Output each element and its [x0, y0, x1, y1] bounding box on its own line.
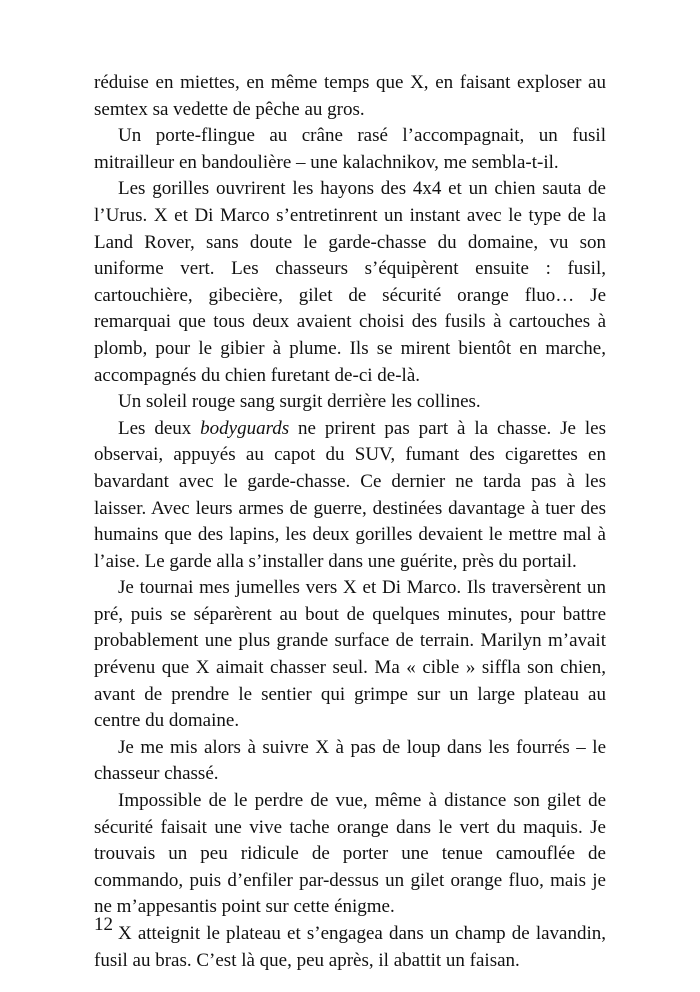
paragraph-5-before: Les deux [118, 417, 201, 439]
paragraph-3: Les gorilles ouvrirent les hayons des 4x4 et un chien sauta de l’Urus. X et Di Marco s’entretinrent un instant avec le type de la Land Rover, sans doute le garde-chasse du domaine, vu son uniforme vert. Les chasseurs s’équipèrent ensuite : fusil, cartouchière, gibecière, gilet de sécurité orange fluo… Je remarquai que tous deux avaient choisi des fusils à cartouches à plomb, pour le gibier à plume. Ils se mirent bientôt en marche, accompagnés du chien furetant de-ci de-là. [94, 178, 606, 386]
paragraph-6: Je tournai mes jumelles vers X et Di Marco. Ils traversèrent un pré, puis se séparèrent au bout de quelques minutes, pour battre probablement une plus grande surface de terrain. Marilyn m’avait prévenu que X aimait chasser seul. Ma « cible » siffla son chien, avant de prendre le sentier qui grimpe sur un large plateau au centre du domaine. [94, 577, 606, 732]
paragraph-4: Un soleil rouge sang surgit derrière les collines. [118, 391, 481, 413]
paragraph-5-emphasis: bodyguards [200, 417, 290, 439]
paragraph-2: Un porte-flingue au crâne rasé l’accompagnait, un fusil mitrailleur en bandoulière – une kalachnikov, me sembla-t-il. [94, 125, 606, 173]
paragraph-8: Impossible de le perdre de vue, même à distance son gilet de sécurité faisait une vive tache orange dans le vert du maquis. Je trouvais un peu ridicule de porter une tenue camouflée de commando, puis d’enfiler par-dessus un gilet orange fluo, mais je ne m’appesantis point sur cette énigme. [94, 790, 606, 918]
paragraph-7: Je me mis alors à suivre X à pas de loup dans les fourrés – le chasseur chassé. [94, 736, 606, 785]
body-text [94, 70, 606, 974]
paragraph-9: X atteignit le plateau et s’engagea dans un champ de lavandin, fusil au bras. C’est là que, peu après, il abattit un faisan. [94, 923, 606, 971]
page-number: 12 [94, 914, 113, 935]
paragraph-5-after: ne prirent pas part à la chasse. Je les observai, appuyés au capot du SUV, fumant des cigarettes en bavardant avec le garde-chasse. Ce dernier ne tarda pas à les laisser. Avec leurs armes de guerre, destinées davantage à tuer des humains que des lapins, les deux gorilles devaient le mettre mal à l’aise. Le garde alla s’installer dans une guérite, près du portail. [94, 417, 606, 572]
paragraph-1: réduise en miettes, en même temps que X, en faisant exploser au semtex sa vedette de pêche au gros. [94, 72, 606, 120]
paragraph-5 [94, 416, 606, 576]
